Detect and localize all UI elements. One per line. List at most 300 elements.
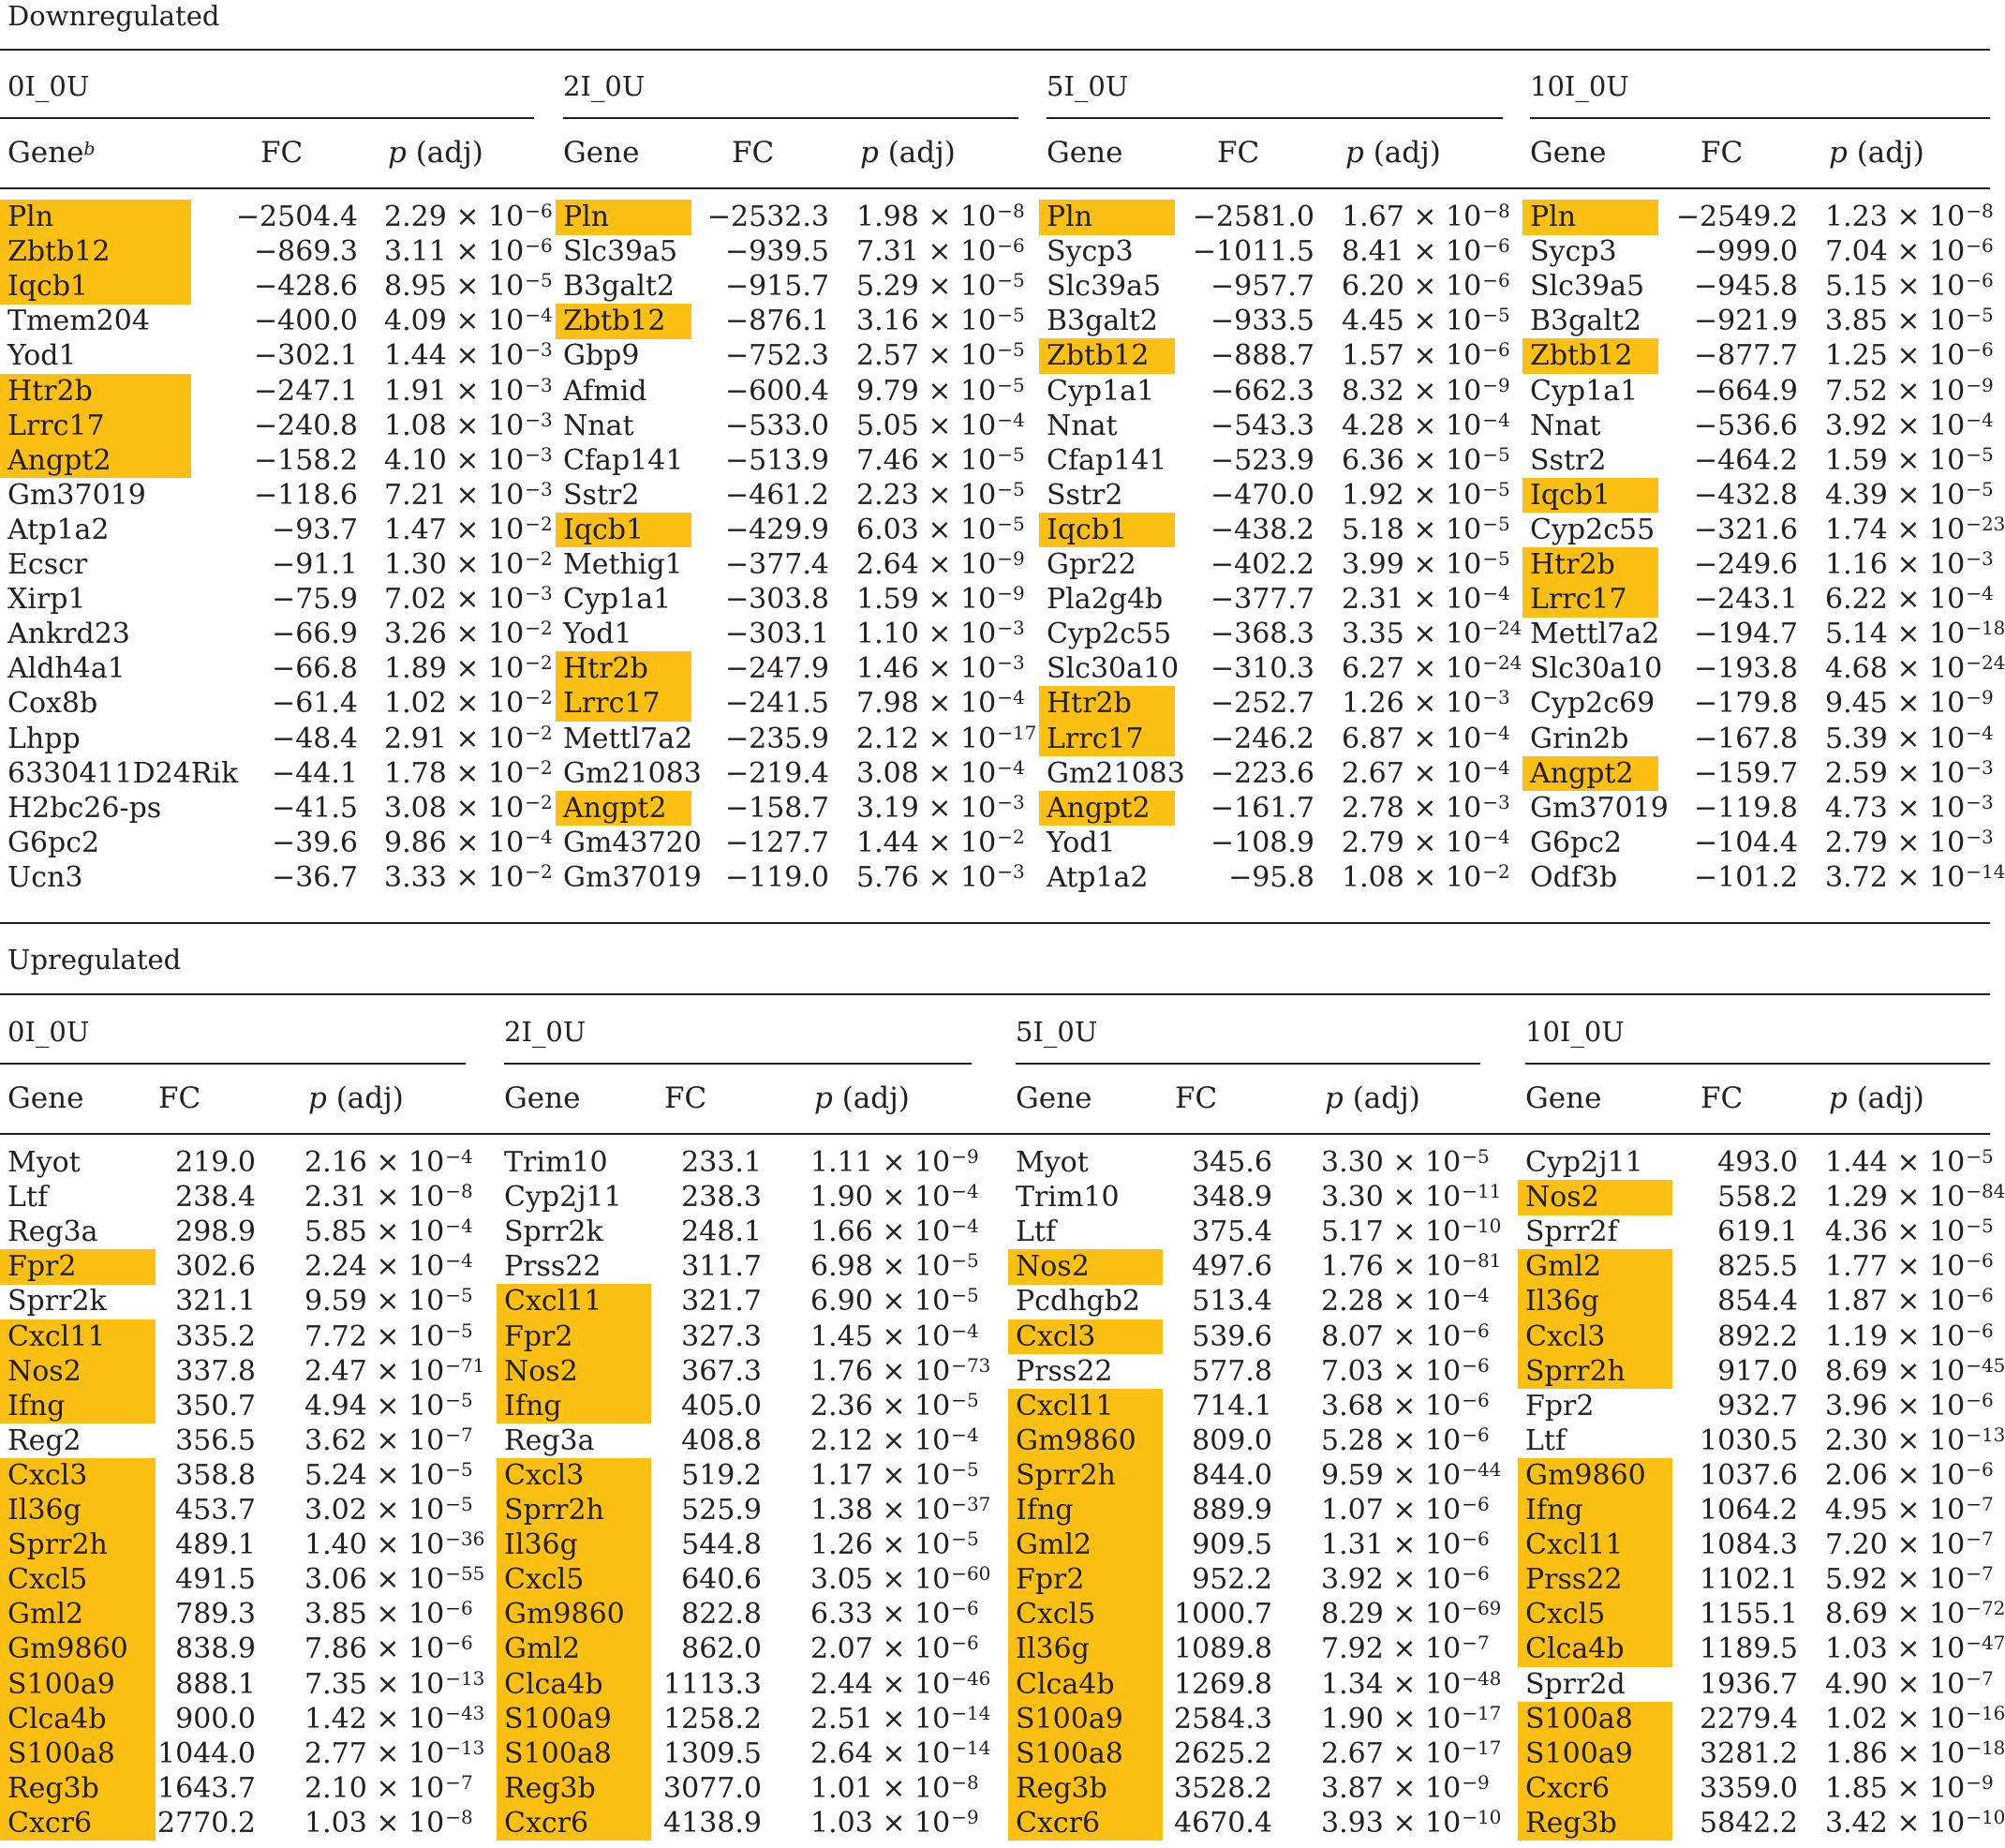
fold-change: −400.0 <box>253 305 358 338</box>
p-exponent: −3 <box>1482 790 1510 813</box>
fold-change: 1189.5 <box>1700 1632 1798 1666</box>
fold-change: −377.4 <box>724 548 829 581</box>
p-mantissa: 6.90 × 10 <box>810 1285 951 1319</box>
p-adj-value <box>304 1180 473 1215</box>
fold-change: 350.7 <box>175 1389 256 1423</box>
fold-change: −368.3 <box>1210 618 1314 651</box>
fold-change: −377.7 <box>1210 583 1314 617</box>
gene-name: Zbtb12 <box>1047 339 1150 373</box>
p-mantissa: 1.47 × 10 <box>384 513 525 546</box>
fold-change: 2584.3 <box>1174 1702 1272 1736</box>
fold-change: −247.9 <box>724 652 829 686</box>
p-mantissa: 1.03 × 10 <box>1825 1632 1966 1666</box>
section-rule <box>0 49 1990 51</box>
p-adj-value <box>384 756 553 791</box>
p-exponent: −5 <box>951 1249 979 1273</box>
p-exponent: −44 <box>1462 1457 1502 1481</box>
p-adj-value <box>810 1180 979 1215</box>
gene-name: Ltf <box>7 1181 49 1215</box>
p-adj-value <box>304 1284 473 1319</box>
p-adj-value <box>1825 1493 1994 1528</box>
gene-name: Cyp2c55 <box>1047 618 1172 651</box>
p-adj-column-header <box>1829 1082 1924 1114</box>
p-mantissa: 1.46 × 10 <box>856 652 997 686</box>
p-exponent: −5 <box>1482 442 1510 466</box>
gene-header-text: Gene <box>563 136 640 170</box>
p-adj-value <box>1321 1562 1490 1597</box>
p-exponent: −5 <box>997 477 1025 500</box>
fc-column-header: FC <box>260 136 304 170</box>
p-exponent: −5 <box>997 269 1025 292</box>
p-adj-value <box>810 1736 990 1771</box>
p-mantissa: 5.17 × 10 <box>1321 1215 1462 1249</box>
gene-name: Sycp3 <box>1047 235 1134 269</box>
p-exponent: −6 <box>1966 1457 1994 1481</box>
p-exponent: −45 <box>1966 1353 2005 1377</box>
fold-change: −91.1 <box>272 548 358 581</box>
p-exponent: −23 <box>1966 512 2005 535</box>
p-mantissa: 2.12 × 10 <box>856 722 997 755</box>
fold-change: −241.5 <box>724 687 829 721</box>
gene-name: Slc30a10 <box>1530 652 1663 686</box>
p-mantissa: 2.23 × 10 <box>856 478 997 512</box>
p-symbol: p <box>860 136 879 170</box>
p-adj-value <box>856 478 1025 513</box>
p-adj-value <box>1321 1145 1490 1180</box>
gene-name: Lhpp <box>7 722 81 755</box>
p-mantissa: 2.24 × 10 <box>304 1250 445 1284</box>
gene-name: Ifng <box>1016 1494 1074 1527</box>
p-exponent: −6 <box>1966 1284 1994 1307</box>
gene-footnote-marker: b <box>83 139 96 159</box>
p-mantissa: 6.87 × 10 <box>1342 722 1482 755</box>
p-adj-value <box>384 269 553 304</box>
p-adj-value <box>1342 651 1522 686</box>
gene-name: Lrrc17 <box>563 687 661 721</box>
p-exponent: −55 <box>445 1562 485 1586</box>
p-adj-value <box>1825 1632 2005 1666</box>
p-mantissa: 1.66 × 10 <box>810 1215 951 1249</box>
p-adj-value <box>1825 686 1994 721</box>
p-adj-value <box>1825 409 1994 443</box>
p-exponent: −4 <box>1966 721 1994 744</box>
fold-change: −48.4 <box>272 722 358 755</box>
p-adj-value <box>304 1597 473 1632</box>
p-mantissa: 1.07 × 10 <box>1321 1494 1462 1527</box>
p-adj-value <box>856 791 1025 826</box>
fold-change: −247.1 <box>253 374 358 408</box>
p-exponent: −3 <box>525 582 553 605</box>
gene-name: Lrrc17 <box>1530 583 1627 617</box>
p-adj-value <box>304 1423 473 1458</box>
gene-name: Cxcl3 <box>504 1458 585 1492</box>
gene-name: Cxcl11 <box>1016 1389 1114 1423</box>
p-mantissa: 7.92 × 10 <box>1321 1632 1462 1666</box>
p-exponent: −5 <box>997 304 1025 327</box>
gene-name: Angpt2 <box>7 443 111 477</box>
fold-change: −470.0 <box>1210 478 1314 512</box>
adj-label: (adj) <box>326 1081 404 1115</box>
fold-change: 888.1 <box>175 1667 256 1701</box>
gene-name: Nnat <box>1530 409 1601 442</box>
p-adj-value <box>856 443 1025 478</box>
p-exponent: −5 <box>445 1284 473 1307</box>
p-mantissa: 1.92 × 10 <box>1342 478 1482 512</box>
p-adj-column-header <box>388 137 483 169</box>
p-mantissa: 1.29 × 10 <box>1825 1181 1966 1215</box>
p-mantissa: 1.87 × 10 <box>1825 1285 1966 1319</box>
p-exponent: −4 <box>1482 755 1510 779</box>
gene-header-text: Gene <box>1016 1081 1092 1115</box>
p-mantissa: 6.20 × 10 <box>1342 270 1482 304</box>
gene-name: Cxcl11 <box>1525 1528 1624 1562</box>
condition-rule <box>1016 1063 1480 1065</box>
p-adj-value <box>1321 1597 1501 1632</box>
p-exponent: −3 <box>525 373 553 396</box>
p-exponent: −2 <box>525 686 553 709</box>
p-exponent: −5 <box>445 1457 473 1481</box>
p-adj-value <box>1321 1423 1490 1458</box>
fold-change: 1309.5 <box>663 1736 762 1770</box>
p-mantissa: 3.96 × 10 <box>1825 1389 1966 1423</box>
fold-change: 892.2 <box>1717 1319 1798 1353</box>
fold-change: 337.8 <box>175 1354 256 1388</box>
p-mantissa: 3.26 × 10 <box>384 618 525 651</box>
p-mantissa: 8.41 × 10 <box>1342 235 1482 269</box>
p-mantissa: 3.16 × 10 <box>856 305 997 338</box>
fold-change: −438.2 <box>1210 513 1314 546</box>
p-adj-value <box>384 791 553 826</box>
condition-rule <box>563 117 1018 119</box>
p-mantissa: 2.67 × 10 <box>1342 756 1482 790</box>
section-rule <box>0 993 1990 995</box>
gene-column-header <box>1525 1082 1601 1114</box>
gene-column-header <box>7 137 96 169</box>
fold-change: 513.4 <box>1192 1285 1272 1319</box>
p-adj-value <box>1825 234 1994 269</box>
p-mantissa: 3.72 × 10 <box>1825 860 1966 894</box>
fold-change: 1936.7 <box>1700 1667 1798 1701</box>
p-exponent: −9 <box>1966 686 1994 709</box>
gene-name: Ecscr <box>7 548 88 581</box>
p-exponent: −24 <box>1482 651 1522 675</box>
p-exponent: −5 <box>951 1528 979 1551</box>
fold-change: 3077.0 <box>663 1771 762 1805</box>
gene-column-header <box>563 137 639 169</box>
p-adj-value <box>1825 478 1994 513</box>
fold-change: −2581.0 <box>1192 201 1314 233</box>
fold-change: −44.1 <box>272 756 358 790</box>
p-mantissa: 2.31 × 10 <box>304 1181 445 1215</box>
p-adj-value <box>856 409 1025 443</box>
p-adj-value <box>1825 1145 1994 1180</box>
p-adj-value <box>1825 1806 2005 1841</box>
p-mantissa: 5.15 × 10 <box>1825 270 1966 304</box>
gene-name: Yod1 <box>563 618 632 651</box>
p-adj-value <box>1342 269 1510 304</box>
fold-change: 1113.3 <box>663 1667 762 1701</box>
p-exponent: −7 <box>1966 1666 1994 1690</box>
p-mantissa: 6.27 × 10 <box>1342 652 1482 686</box>
p-exponent: −3 <box>997 859 1025 883</box>
p-adj-value <box>1321 1249 1501 1284</box>
gene-name: Iqcb1 <box>563 513 645 546</box>
p-adj-value <box>1321 1354 1490 1389</box>
fold-change: 822.8 <box>681 1598 762 1632</box>
fold-change: −402.2 <box>1210 548 1314 581</box>
p-exponent: −6 <box>951 1597 979 1620</box>
p-mantissa: 7.31 × 10 <box>856 235 997 269</box>
p-adj-value <box>304 1389 473 1423</box>
p-adj-value <box>1825 860 2005 895</box>
p-mantissa: 1.08 × 10 <box>1342 860 1482 894</box>
p-exponent: −72 <box>1966 1597 2005 1620</box>
gene-column-header <box>7 1082 83 1114</box>
p-mantissa: 3.06 × 10 <box>304 1563 445 1597</box>
fold-change: −303.1 <box>724 618 829 651</box>
condition-label: 0I_0U <box>7 70 90 102</box>
p-adj-value <box>856 338 1025 373</box>
p-adj-value <box>1321 1771 1490 1806</box>
p-adj-value <box>1825 826 1994 860</box>
fold-change: 1269.8 <box>1174 1667 1272 1701</box>
p-exponent: −4 <box>997 686 1025 709</box>
gene-name: Pln <box>1047 201 1093 233</box>
p-adj-value <box>810 1632 979 1666</box>
p-mantissa: 1.44 × 10 <box>856 826 997 859</box>
p-exponent: −9 <box>997 547 1025 570</box>
fold-change: −61.4 <box>272 687 358 721</box>
fold-change: −957.7 <box>1210 270 1314 304</box>
gene-name: Cfap141 <box>563 443 684 477</box>
p-exponent: −5 <box>445 1319 473 1342</box>
header-rule <box>0 1133 1990 1135</box>
p-mantissa: 1.89 × 10 <box>384 652 525 686</box>
fold-change: −243.1 <box>1693 583 1798 617</box>
p-adj-value <box>384 722 553 756</box>
p-mantissa: 1.17 × 10 <box>810 1458 951 1492</box>
p-mantissa: 7.21 × 10 <box>384 478 525 512</box>
fold-change: 1044.0 <box>157 1736 256 1770</box>
gene-name: Cxcr6 <box>504 1806 589 1840</box>
fold-change: −104.4 <box>1693 826 1798 859</box>
p-mantissa: 2.07 × 10 <box>810 1632 951 1666</box>
p-exponent: −81 <box>1462 1249 1502 1273</box>
p-mantissa: 3.99 × 10 <box>1342 548 1482 581</box>
gene-name: Cxcr6 <box>1016 1806 1101 1840</box>
fold-change: 238.4 <box>175 1181 256 1215</box>
p-adj-value <box>384 304 553 338</box>
fold-change: −921.9 <box>1693 305 1798 338</box>
fold-change: 4670.4 <box>1174 1806 1272 1840</box>
gene-name: Sstr2 <box>1047 478 1123 512</box>
p-adj-value <box>384 826 553 860</box>
p-adj-value <box>1342 617 1522 651</box>
p-adj-value <box>384 617 553 651</box>
p-exponent: −2 <box>525 790 553 813</box>
p-adj-value <box>304 1806 473 1841</box>
p-exponent: −17 <box>1462 1736 1502 1759</box>
p-mantissa: 3.68 × 10 <box>1321 1389 1462 1423</box>
p-adj-value <box>1321 1667 1501 1702</box>
p-exponent: −5 <box>951 1388 979 1411</box>
p-exponent: −4 <box>1482 825 1510 848</box>
p-adj-value <box>1321 1284 1490 1319</box>
gene-header-text: Gene <box>7 1081 84 1115</box>
p-adj-value <box>304 1667 484 1702</box>
p-mantissa: 9.59 × 10 <box>1321 1458 1462 1492</box>
p-adj-value <box>384 374 553 409</box>
gene-name: Cxcl5 <box>1016 1598 1096 1632</box>
p-exponent: −8 <box>951 1770 979 1794</box>
p-adj-value <box>1321 1528 1490 1562</box>
p-mantissa: 2.91 × 10 <box>384 722 525 755</box>
p-mantissa: 2.12 × 10 <box>810 1423 951 1457</box>
p-exponent: −2 <box>1482 859 1510 883</box>
p-mantissa: 3.62 × 10 <box>304 1423 445 1457</box>
gene-column-header <box>1016 1082 1092 1114</box>
p-adj-value <box>384 686 553 721</box>
gene-name: Htr2b <box>1530 548 1615 581</box>
p-mantissa: 1.19 × 10 <box>1825 1319 1966 1353</box>
p-adj-value <box>1321 1702 1501 1736</box>
p-adj-value <box>384 338 553 373</box>
p-adj-value <box>1321 1180 1501 1215</box>
p-adj-value <box>1825 1528 1994 1562</box>
p-mantissa: 5.18 × 10 <box>1342 513 1482 546</box>
gene-name: Mettl7a2 <box>1530 618 1660 651</box>
p-exponent: −4 <box>1966 408 1994 431</box>
p-mantissa: 1.08 × 10 <box>384 409 525 442</box>
p-mantissa: 2.06 × 10 <box>1825 1458 1966 1492</box>
p-mantissa: 3.93 × 10 <box>1321 1806 1462 1840</box>
p-adj-value <box>1825 1389 1994 1423</box>
fold-change: 367.3 <box>681 1354 762 1388</box>
fold-change: 238.3 <box>681 1181 762 1215</box>
gene-name: Cxcl5 <box>1525 1598 1606 1632</box>
p-adj-value <box>1321 1806 1501 1841</box>
gene-name: Fpr2 <box>1016 1563 1085 1597</box>
p-mantissa: 1.76 × 10 <box>1321 1250 1462 1284</box>
p-exponent: −3 <box>1966 755 1994 779</box>
p-exponent: −10 <box>1462 1805 1502 1828</box>
fold-change: −302.1 <box>253 339 358 373</box>
gene-name: Iqcb1 <box>7 270 89 304</box>
p-exponent: −4 <box>951 1215 979 1238</box>
p-exponent: −13 <box>1966 1423 2005 1446</box>
p-adj-value <box>1825 756 1994 791</box>
fold-change: −869.3 <box>253 235 358 269</box>
p-mantissa: 2.79 × 10 <box>1825 826 1966 859</box>
p-exponent: −4 <box>997 755 1025 779</box>
gene-name: Sprr2h <box>7 1528 108 1562</box>
gene-name: Sycp3 <box>1530 235 1617 269</box>
p-mantissa: 4.90 × 10 <box>1825 1667 1966 1701</box>
fold-change: 825.5 <box>1717 1250 1798 1284</box>
p-adj-value <box>810 1562 990 1597</box>
fold-change: 405.0 <box>681 1389 762 1423</box>
fold-change: −600.4 <box>724 374 829 408</box>
fold-change: −321.6 <box>1693 513 1798 546</box>
gene-column-header <box>504 1082 580 1114</box>
p-mantissa: 5.29 × 10 <box>856 270 997 304</box>
p-exponent: −9 <box>1966 1770 1994 1794</box>
p-exponent: −11 <box>1462 1180 1502 1203</box>
p-mantissa: 5.28 × 10 <box>1321 1423 1462 1457</box>
gene-name: Gm9860 <box>7 1632 128 1666</box>
p-mantissa: 3.30 × 10 <box>1321 1181 1462 1215</box>
fold-change: 854.4 <box>1717 1285 1798 1319</box>
p-mantissa: 1.26 × 10 <box>810 1528 951 1562</box>
p-exponent: −4 <box>1482 721 1510 744</box>
p-exponent: −6 <box>1966 338 1994 362</box>
p-mantissa: 1.86 × 10 <box>1825 1736 1966 1770</box>
fold-change: 1084.3 <box>1700 1528 1798 1562</box>
fold-change: 491.5 <box>175 1563 256 1597</box>
p-adj-value <box>1825 1597 2005 1632</box>
p-mantissa: 1.10 × 10 <box>856 618 997 651</box>
fold-change: −246.2 <box>1210 722 1314 755</box>
fold-change: 1258.2 <box>663 1702 762 1736</box>
fold-change: −223.6 <box>1210 756 1314 790</box>
fold-change: 321.1 <box>175 1285 256 1319</box>
fold-change: −95.8 <box>1228 860 1314 894</box>
gene-name: Nnat <box>1047 409 1118 442</box>
gene-name: Prss22 <box>504 1250 602 1284</box>
condition-label: 2I_0U <box>563 70 646 102</box>
p-exponent: −8 <box>997 200 1025 222</box>
fold-change: 900.0 <box>175 1702 256 1736</box>
fold-change: −118.6 <box>253 478 358 512</box>
gene-name: Sprr2k <box>504 1215 603 1249</box>
p-adj-value <box>384 409 553 443</box>
p-adj-value <box>810 1249 979 1284</box>
p-adj-value <box>856 686 1025 721</box>
p-adj-value <box>1825 651 2005 686</box>
fold-change: −66.8 <box>272 652 358 686</box>
p-adj-value <box>810 1215 979 1249</box>
p-exponent: −2 <box>997 825 1025 848</box>
gene-name: Gm9860 <box>1525 1458 1646 1492</box>
gene-name: Cxcl11 <box>504 1285 602 1319</box>
fold-change: 2770.2 <box>157 1806 256 1840</box>
section-title: Upregulated <box>7 944 182 976</box>
p-mantissa: 1.57 × 10 <box>1342 339 1482 373</box>
p-exponent: −5 <box>1966 442 1994 466</box>
gene-name: Gm37019 <box>7 478 146 512</box>
p-adj-value <box>856 826 1025 860</box>
p-adj-value <box>304 1458 473 1493</box>
fold-change: 1643.7 <box>157 1771 256 1805</box>
gene-name: Ankrd23 <box>7 618 130 651</box>
fold-change: −249.6 <box>1693 548 1798 581</box>
p-exponent: −9 <box>1462 1770 1490 1794</box>
p-mantissa: 4.73 × 10 <box>1825 791 1966 825</box>
p-adj-value <box>1825 1458 1994 1493</box>
p-exponent: −6 <box>1462 1562 1490 1586</box>
p-adj-value <box>384 443 553 478</box>
p-adj-value <box>1342 304 1510 338</box>
p-mantissa: 3.08 × 10 <box>384 791 525 825</box>
p-adj-value <box>1342 338 1510 373</box>
gene-name: S100a8 <box>504 1736 612 1770</box>
gene-name: Ifng <box>1525 1494 1583 1527</box>
p-exponent: −6 <box>1462 1388 1490 1411</box>
p-mantissa: 6.22 × 10 <box>1825 583 1966 617</box>
p-adj-value <box>1825 1667 1994 1702</box>
p-adj-value <box>1342 860 1510 895</box>
fold-change: 714.1 <box>1192 1389 1272 1423</box>
